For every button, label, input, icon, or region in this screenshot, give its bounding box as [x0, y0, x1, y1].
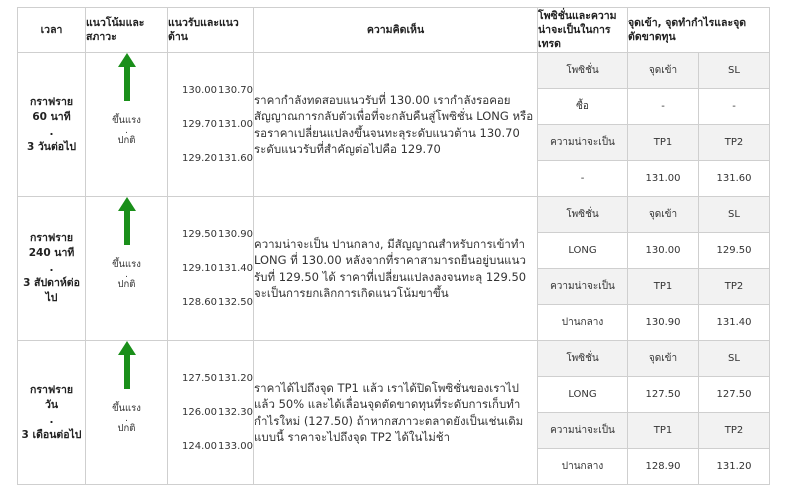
sl-label: SL: [699, 197, 770, 233]
resistance-level: 132.50: [218, 297, 253, 308]
resistance-level: 133.00: [218, 441, 253, 452]
trend-state: ปกติ: [117, 423, 136, 434]
tp1-label: TP1: [628, 413, 699, 449]
entry-label: จุดเข้า: [628, 197, 699, 233]
header-targets: จุดเข้า, จุดทำกำไรและจุดตัดขาดทุน: [628, 8, 770, 53]
tp1-value: 131.00: [628, 161, 699, 197]
position-label: โพซิชั่น: [538, 197, 628, 233]
support-level: 124.00: [182, 441, 217, 452]
sl-value: -: [699, 89, 770, 125]
position-label: โพซิชั่น: [538, 53, 628, 89]
timeframe-horizon: 3 เดือนต่อไป: [21, 428, 82, 441]
entry-label: จุดเข้า: [628, 53, 699, 89]
timeframe-title: กราฟราย: [29, 95, 73, 108]
trend-strength: ขึ้นแรง: [112, 403, 141, 414]
arrow-up-icon: [118, 197, 136, 245]
trend-cell: [86, 197, 168, 341]
position-value: LONG: [538, 377, 628, 413]
timeframe-cell: [18, 53, 86, 197]
support-level: 130.00: [182, 85, 217, 96]
tp2-value: 131.60: [699, 161, 770, 197]
timeframe-cell: [18, 197, 86, 341]
forecast-table: [17, 7, 770, 485]
trend-cell: [86, 341, 168, 485]
tp2-value: 131.20: [699, 449, 770, 485]
probability-value: ปานกลาง: [538, 449, 628, 485]
levels-cell: [168, 341, 254, 485]
position-label: โพซิชั่น: [538, 341, 628, 377]
comment-cell: ความน่าจะเป็น ปานกลาง, มีสัญญาณสำหรับการเข้าทำ LONG ที่ 130.00 หลังจากที่ราคาสามารถยืนอยู่บนแนวรับที่ 129.50 ได้ ราคาที่เปลี่ยนแปลงลงจนทะลุ 129.50 จะเป็นการยกเลิกการเกิดแนวโน้มขาขึ้น: [254, 197, 538, 341]
timeframe-title: กราฟราย: [29, 383, 73, 396]
probability-label: ความน่าจะเป็น: [538, 413, 628, 449]
comment-cell: ราคากำลังทดสอบแนวรับที่ 130.00 เรากำลังรอคอยสัญญาณการกลับตัวเพื่อที่จะกลับคืนสู่โพซิชั่น LONG หรือรอราคาเปลี่ยนแปลงขึ้นจนทะลุระดับแนวต้าน 130.70 ระดับแนวรับที่สำคัญต่อไปคือ 129.70: [254, 53, 538, 197]
probability-value: ปานกลาง: [538, 305, 628, 341]
resistance-level: 131.20: [218, 373, 253, 384]
trend-separator: .: [125, 270, 128, 280]
trend-separator: .: [125, 414, 128, 424]
tp1-label: TP1: [628, 125, 699, 161]
support-level: 127.50: [182, 373, 217, 384]
timeframe-horizon: 3 วันต่อไป: [26, 140, 77, 153]
levels-cell: [168, 53, 254, 197]
support-level: 129.50: [182, 229, 217, 240]
header-levels: แนวรับและแนวต้าน: [168, 8, 254, 53]
arrow-up-icon: [118, 53, 136, 101]
resistance-level: 131.00: [218, 119, 253, 130]
trend-cell: [86, 53, 168, 197]
arrow-up-icon: [118, 341, 136, 389]
sl-value: 129.50: [699, 233, 770, 269]
timeframe-period: 240 นาที: [28, 247, 75, 259]
sl-label: SL: [699, 53, 770, 89]
trend-strength: ขึ้นแรง: [112, 115, 141, 126]
tp2-label: TP2: [699, 413, 770, 449]
timeframe-horizon: 3 สัปดาห์ต่อไป: [23, 277, 80, 304]
table-row: [18, 341, 770, 377]
timeframe-title: กราฟราย: [29, 232, 73, 244]
resistance-level: 130.70: [218, 85, 253, 96]
tp1-value: 128.90: [628, 449, 699, 485]
trend-strength: ขึ้นแรง: [112, 259, 141, 270]
tp2-label: TP2: [699, 125, 770, 161]
trend-state: ปกติ: [117, 135, 136, 146]
resistance-level: 131.40: [218, 263, 253, 274]
tp2-value: 131.40: [699, 305, 770, 341]
timeframe-cell: [18, 341, 86, 485]
support-level: 129.20: [182, 153, 217, 164]
comment-cell: ราคาได้ไปถึงจุด TP1 แล้ว เราได้ปิดโพซิชั่นของเราไปแล้ว 50% และได้เลื่อนจุดตัดขาดทุนที่ระดับการเก็บทำกำไรใหม่ (127.50) ถ้าหากสภาวะตลาดยังเป็นเช่นเดิมแบบนี้ ราคาจะไปถึงจุด TP2 ได้ในไม่ช้า: [254, 341, 538, 485]
timeframe-separator: .: [49, 413, 54, 426]
resistance-level: 131.60: [218, 153, 253, 164]
tp2-label: TP2: [699, 269, 770, 305]
tp1-label: TP1: [628, 269, 699, 305]
resistance-level: 130.90: [218, 229, 253, 240]
timeframe-separator: .: [49, 125, 54, 138]
header-trend: แนวโน้มและสภาวะ: [86, 8, 168, 53]
probability-value: -: [538, 161, 628, 197]
support-level: 129.10: [182, 263, 217, 274]
entry-value: 127.50: [628, 377, 699, 413]
entry-value: -: [628, 89, 699, 125]
support-level: 129.70: [182, 119, 217, 130]
probability-label: ความน่าจะเป็น: [538, 269, 628, 305]
support-level: 126.00: [182, 407, 217, 418]
header-time: เวลา: [18, 8, 86, 53]
header-comment: ความคิดเห็น: [254, 8, 538, 53]
resistance-level: 132.30: [218, 407, 253, 418]
sl-value: 127.50: [699, 377, 770, 413]
timeframe-separator: .: [49, 262, 54, 274]
position-value: LONG: [538, 233, 628, 269]
header-row: [18, 8, 770, 53]
table-row: [18, 197, 770, 233]
entry-value: 130.00: [628, 233, 699, 269]
header-position: โพซิชั่นและความน่าจะเป็นในการเทรด: [538, 8, 628, 53]
levels-cell: [168, 197, 254, 341]
table-row: [18, 53, 770, 89]
position-value: ซื้อ: [538, 89, 628, 125]
entry-label: จุดเข้า: [628, 341, 699, 377]
tp1-value: 130.90: [628, 305, 699, 341]
timeframe-period: วัน: [44, 398, 59, 411]
probability-label: ความน่าจะเป็น: [538, 125, 628, 161]
timeframe-period: 60 นาที: [32, 110, 71, 123]
sl-label: SL: [699, 341, 770, 377]
support-level: 128.60: [182, 297, 217, 308]
trend-state: ปกติ: [117, 279, 136, 290]
trend-separator: .: [125, 126, 128, 136]
